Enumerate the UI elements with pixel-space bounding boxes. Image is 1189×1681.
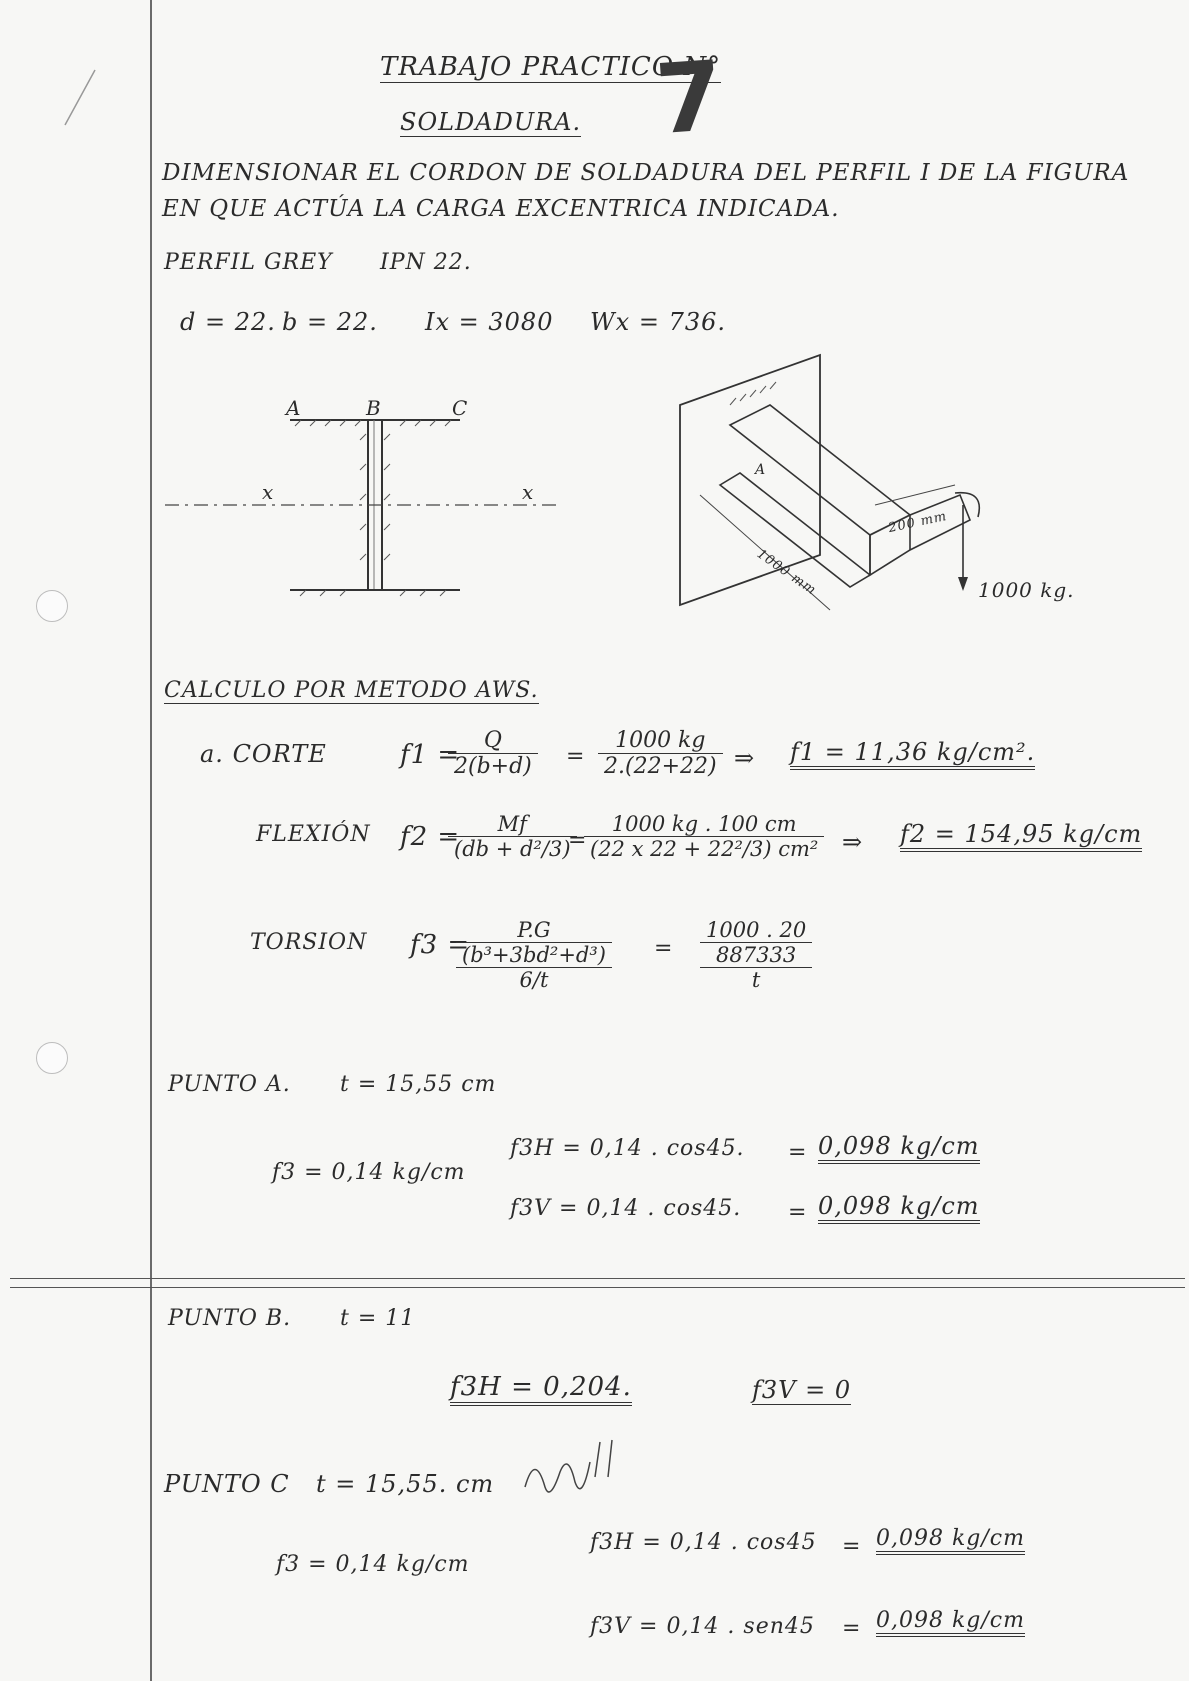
f3-denominator-numeric: 887333 bbox=[700, 943, 812, 968]
punto-c-f3h-value: 0,098 kg/cm bbox=[876, 1526, 1025, 1555]
f2-numerator-numeric: 1000 kg . 100 cm bbox=[584, 812, 824, 837]
profile-value: IPN 22. bbox=[380, 250, 472, 275]
f2-lhs: f2 = bbox=[400, 822, 461, 852]
f3-numerator: P.G bbox=[456, 918, 612, 943]
f1-implies: ⇒ bbox=[734, 744, 756, 772]
point-a-label: A bbox=[286, 396, 302, 420]
punto-b-f3h: f3H = 0,204. bbox=[450, 1372, 632, 1406]
punto-b-label: PUNTO B. bbox=[168, 1306, 292, 1331]
profile-label: PERFIL GREY bbox=[164, 250, 333, 275]
f2-implies: ⇒ bbox=[842, 828, 864, 856]
punto-c-f3h-equals: = bbox=[842, 1534, 862, 1559]
f2-numerator: Mf bbox=[448, 812, 577, 837]
punto-a-f3v-equals: = bbox=[788, 1200, 808, 1225]
binder-hole-bottom bbox=[36, 1042, 68, 1074]
f1-fraction-symbolic bbox=[448, 728, 538, 779]
punto-b-f3v: f3V = 0 bbox=[752, 1376, 852, 1404]
f1-denominator-numeric: 2.(22+22) bbox=[604, 754, 717, 779]
punto-c-label: PUNTO C bbox=[164, 1470, 290, 1498]
f3-fraction-symbolic bbox=[456, 918, 612, 992]
point-a-3d-label: A bbox=[755, 462, 767, 478]
punto-c-f3v-equals: = bbox=[842, 1616, 862, 1641]
f2-denominator: (db + d²/3) bbox=[454, 837, 571, 861]
punto-c-f3v: f3V = 0,14 . sen45 bbox=[590, 1614, 815, 1639]
f3-lhs: f3 = bbox=[410, 930, 471, 960]
f3-fraction-numeric bbox=[700, 918, 812, 992]
axis-x-left: x bbox=[262, 480, 275, 504]
practice-number: 7 bbox=[652, 39, 727, 157]
f1-numerator-numeric: 1000 kg bbox=[598, 728, 723, 754]
punto-a-f3h-value: 0,098 kg/cm bbox=[818, 1132, 980, 1164]
statement-line-1: DIMENSIONAR EL CORDON DE SOLDADURA DEL PERFIL I DE LA FIGURA bbox=[162, 160, 1130, 186]
f1-numerator: Q bbox=[448, 728, 538, 754]
punto-c-f3: f3 = 0,14 kg/cm bbox=[276, 1552, 470, 1577]
punto-b-t: t = 11 bbox=[340, 1306, 416, 1331]
dim-200-label: 200 mm bbox=[887, 508, 949, 537]
binder-hole-top bbox=[36, 590, 68, 622]
punto-a-f3: f3 = 0,14 kg/cm bbox=[272, 1160, 466, 1185]
scribble-mark bbox=[520, 1432, 630, 1512]
margin-line bbox=[150, 0, 152, 1681]
f1-lhs: f1 = bbox=[400, 740, 461, 770]
punto-a-f3h: f3H = 0,14 . cos45. bbox=[510, 1136, 745, 1161]
pencil-mark bbox=[50, 60, 110, 140]
page-title: TRABAJO PRACTICO N° bbox=[380, 52, 722, 82]
point-c-label: C bbox=[452, 396, 469, 420]
dim-d: d = 22. bbox=[180, 308, 276, 336]
punto-a-f3h-equals: = bbox=[788, 1140, 808, 1165]
dim-wx: Wx = 736. bbox=[590, 308, 727, 336]
f2-fraction-symbolic bbox=[448, 812, 577, 861]
f3-equals: = bbox=[654, 936, 674, 961]
f3-denominator-numeric-sub: t bbox=[751, 968, 761, 992]
f1-equals: = bbox=[566, 744, 586, 769]
page-subtitle: SOLDADURA. bbox=[400, 108, 582, 136]
dim-b: b = 22. bbox=[282, 308, 378, 336]
statement-line-2: EN QUE ACTÚA LA CARGA EXCENTRICA INDICADA. bbox=[162, 196, 840, 222]
punto-c-t: t = 15,55. cm bbox=[316, 1470, 495, 1498]
point-b-label: B bbox=[366, 396, 382, 420]
corte-label: a. CORTE bbox=[200, 740, 327, 768]
f2-equals: = bbox=[568, 828, 588, 853]
torsion-label: TORSION bbox=[250, 930, 368, 955]
punto-a-f3v: f3V = 0,14 . cos45. bbox=[510, 1196, 742, 1221]
f2-denominator-numeric: (22 x 22 + 22²/3) cm² bbox=[590, 837, 819, 861]
dim-ix: Ix = 3080 bbox=[425, 308, 554, 336]
fold-line-1 bbox=[10, 1278, 1185, 1279]
fold-line-2 bbox=[10, 1287, 1185, 1288]
punto-a-label: PUNTO A. bbox=[168, 1072, 291, 1097]
f2-fraction-numeric bbox=[584, 812, 824, 861]
f2-result: f2 = 154,95 kg/cm bbox=[900, 820, 1142, 852]
f3-numerator-numeric: 1000 . 20 bbox=[700, 918, 812, 943]
method-title: CALCULO POR METODO AWS. bbox=[164, 678, 539, 703]
flexion-label: FLEXIÓN bbox=[256, 822, 371, 847]
i-beam-section-figure bbox=[160, 390, 580, 620]
f1-result: f1 = 11,36 kg/cm². bbox=[790, 738, 1035, 770]
axis-x-right: x bbox=[522, 480, 535, 504]
punto-a-t: t = 15,55 cm bbox=[340, 1072, 497, 1097]
punto-c-f3v-value: 0,098 kg/cm bbox=[876, 1608, 1025, 1637]
f3-denominator: (b³+3bd²+d³) bbox=[456, 943, 612, 968]
dim-1000-label: 1000 mm bbox=[753, 546, 819, 599]
f1-fraction-numeric bbox=[598, 728, 723, 779]
punto-c-f3h: f3H = 0,14 . cos45 bbox=[590, 1530, 817, 1555]
punto-a-f3v-value: 0,098 kg/cm bbox=[818, 1192, 980, 1224]
f3-denominator-sub: 6/t bbox=[519, 968, 549, 992]
f1-denominator: 2(b+d) bbox=[454, 754, 532, 779]
load-label: 1000 kg. bbox=[978, 578, 1075, 602]
